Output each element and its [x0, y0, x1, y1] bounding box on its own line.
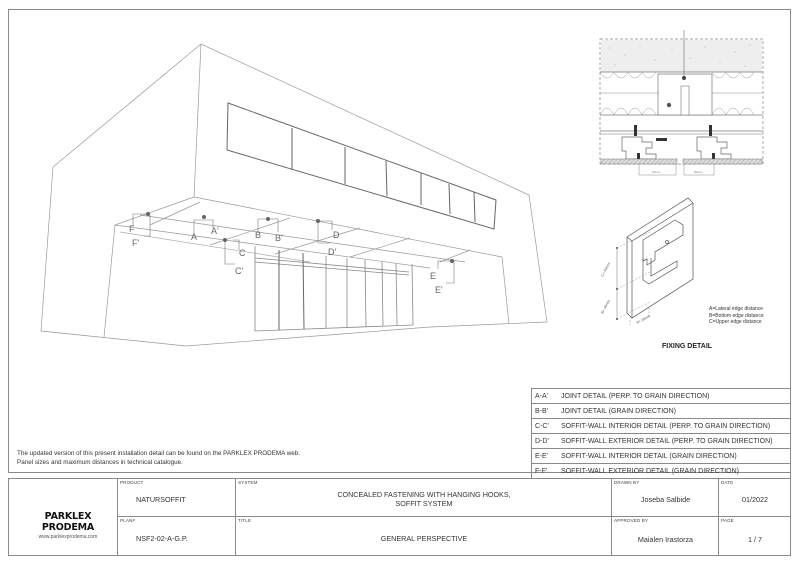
plan-cell — [117, 517, 235, 555]
legend-row — [532, 419, 791, 434]
legend-code: F-F' — [532, 464, 559, 479]
section-marker-a: A — [191, 232, 198, 242]
approved-by-cell — [611, 517, 718, 555]
logo-wordmark: PARKLEX PRODEMA — [41, 511, 95, 533]
product-cell — [117, 479, 235, 517]
title-block — [8, 478, 791, 556]
company-url: www.parklexprodema.com — [38, 534, 98, 540]
section-marker-f: F — [129, 224, 135, 234]
legend-row — [532, 404, 791, 419]
title-value: GENERAL PERSPECTIVE — [380, 534, 468, 543]
system-value — [236, 490, 612, 508]
section-marker-c: C — [239, 248, 246, 258]
legend-code: A-A' — [532, 389, 559, 404]
legend-lateral-edge: A=Lateral edge distance — [709, 306, 764, 312]
date-label: DATE — [721, 480, 734, 485]
drawn-by-cell — [611, 479, 718, 517]
detail-legend-table — [531, 388, 791, 479]
section-marker-d: D — [333, 230, 340, 240]
svg-text:22mm: 22mm — [652, 170, 661, 174]
fixing-detail-legend — [709, 306, 764, 326]
svg-text:40mm: 40mm — [694, 170, 703, 174]
section-marker-e-prime: E' — [435, 285, 443, 295]
date-cell — [718, 479, 790, 517]
system-cell — [235, 479, 611, 517]
section-marker-b: B — [255, 230, 262, 240]
section-marker-c-prime: C' — [235, 266, 244, 276]
dimension-c: C= 50mm — [600, 261, 612, 278]
drawn-by-value: Joseba Salbide — [640, 495, 691, 504]
legend-description: SOFFIT-WALL INTERIOR DETAIL (PERP. TO GRAIN DIRECTION) — [558, 419, 791, 434]
legend-description: SOFFIT-WALL EXTERIOR DETAIL (PERP. TO GRAIN DIRECTION) — [558, 434, 791, 449]
note-line-1: The updated version of this present installation detail can be found on the PARKLEX PRODEMA web. — [17, 450, 301, 457]
legend-code: B-B' — [532, 404, 559, 419]
company-logo — [16, 511, 120, 540]
product-value: NATURSOFFIT — [136, 495, 186, 504]
system-label: SYSTEM — [238, 480, 258, 485]
legend-description: JOINT DETAIL (GRAIN DIRECTION) — [558, 404, 791, 419]
installation-note — [17, 449, 300, 467]
plan-label: PLAN# — [120, 518, 136, 523]
section-detail-drawing — [600, 30, 763, 175]
legend-description: SOFFIT-WALL INTERIOR DETAIL (GRAIN DIRECTION) — [558, 449, 791, 464]
fixing-detail-title: FIXING DETAIL — [662, 343, 713, 350]
legend-upper-edge: C=Upper edge distance — [709, 319, 762, 325]
legend-row — [532, 464, 791, 479]
system-line-2: SOFFIT SYSTEM — [395, 499, 453, 508]
legend-description: JOINT DETAIL (PERP. TO GRAIN DIRECTION) — [558, 389, 791, 404]
legend-bottom-edge: B=Bottom edge distance — [709, 312, 764, 319]
date-value: 01/2022 — [742, 495, 768, 504]
approved-by-label: APPROVED BY — [614, 518, 649, 523]
product-label: PRODUCT — [120, 480, 144, 485]
section-marker-a-prime: A' — [211, 226, 219, 236]
title-label: TITLE — [238, 518, 252, 523]
section-marker-b-prime: B' — [275, 233, 283, 243]
page-label: PAGE — [721, 518, 734, 523]
legend-row — [532, 449, 791, 464]
approved-by-value: Maialen Irastorza — [637, 535, 694, 544]
section-marker-d-prime: D' — [328, 247, 337, 257]
page-cell — [718, 517, 790, 555]
note-line-2: Panel sizes and maximum distances in technical catalogue. — [17, 459, 183, 466]
legend-code: E-E' — [532, 449, 559, 464]
legend-code: D-D' — [532, 434, 559, 449]
legend-code: C-C' — [532, 419, 559, 434]
section-marker-e: E — [430, 271, 437, 281]
legend-row — [532, 389, 791, 404]
dimension-a: A= 20mm — [635, 314, 652, 325]
fixing-detail-drawing — [627, 198, 693, 318]
page-value: 1 / 7 — [748, 535, 762, 544]
legend-row — [532, 434, 791, 449]
drawn-by-label: DRAWN BY — [614, 480, 640, 485]
title-cell — [235, 517, 611, 555]
system-line-1: CONCEALED FASTENING WITH HANGING HOOKS, — [337, 490, 511, 499]
legend-description: SOFFIT-WALL EXTERIOR DETAIL (GRAIN DIRECTION) — [558, 464, 791, 479]
plan-value: NSF2-02-A-G.P. — [136, 534, 188, 543]
dimension-b: B= 40mm — [600, 298, 612, 315]
section-marker-f-prime: F' — [132, 238, 140, 248]
